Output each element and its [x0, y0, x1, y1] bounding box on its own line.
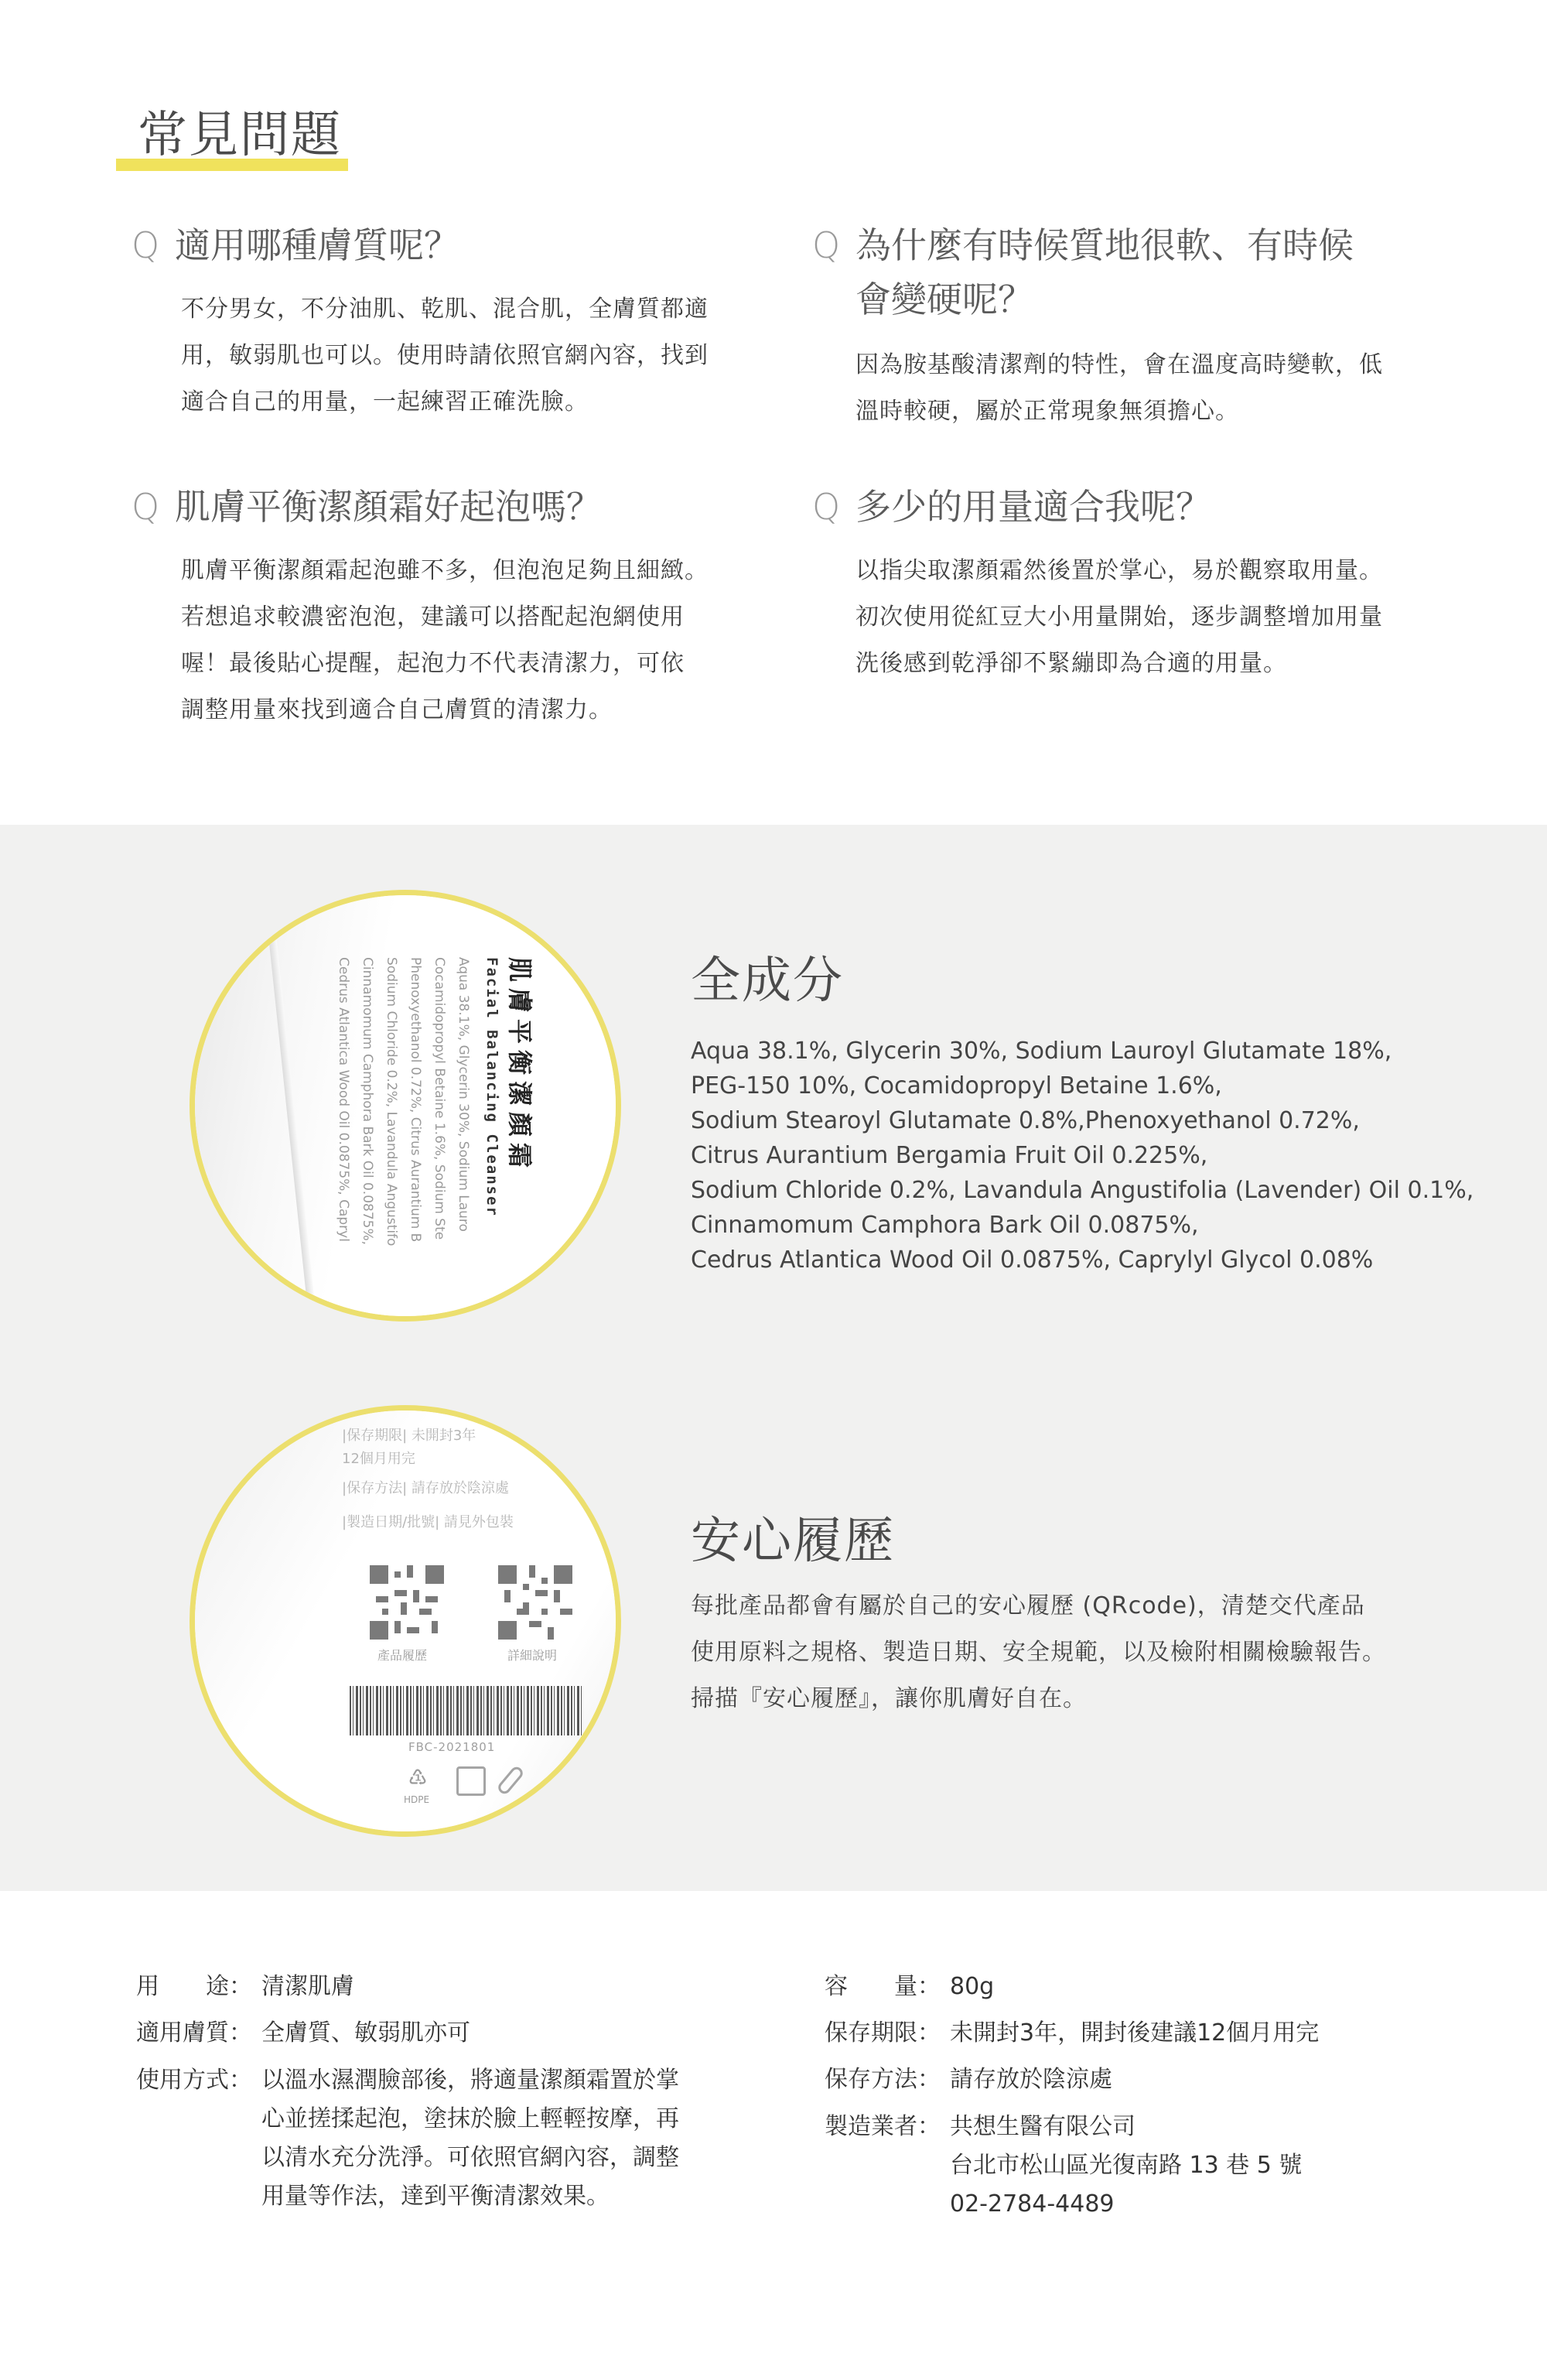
faq-title: 常見問題 [138, 111, 342, 160]
faq-question-1: Q 適用哪種膚質呢？ [131, 218, 459, 272]
faq-answer-3: 肌膚平衡潔顏霜起泡雖不多，但泡泡足夠且細緻。 若想追求較濃密泡泡，建議可以搭配起泡網使用 喔！最後貼心提醒，起泡力不代表清潔力，可依 調整用量來找到適合自己膚質的清潔力。 [181, 557, 709, 723]
spec-row-storage: 保存方法： 請存放於陰涼處 [825, 2066, 1112, 2093]
spec-row-volume: 容 量： 80g [825, 1973, 995, 2000]
traceability-title: 安心履歷 [691, 1517, 895, 1566]
traceability-text: 每批產品都會有屬於自己的安心履歷 (QRcode)，清楚交代產品 使用原料之規格、製造日期、安全規範，以及檢附相關檢驗報告。 掃描『安心履歷』，讓你肌膚好自在。 [691, 1592, 1386, 1712]
label-text: |保存期限| 未開封3年 12個月用完 |保存方法| 請存放於陰涼處 |製造日期/批號| 請見外包裝 [342, 1428, 514, 1530]
spec-row-manufacturer: 製造業者： 共想生醫有限公司 台北市松山區光復南路 13 巷 5 號 02-2784-4489 [825, 2113, 1303, 2218]
spec-row-skin-type: 適用膚質： 全膚質、敏弱肌亦可 [136, 2019, 470, 2047]
tube-name-en: Facial Balancing Cleanser [483, 957, 500, 1217]
spec-row-shelf-life: 保存期限： 未開封3年，開封後建議12個月用完 [825, 2019, 1320, 2047]
q-marker: Q [812, 486, 841, 528]
specs-right [825, 1964, 1443, 2224]
recycle-material: HDPE [404, 1794, 430, 1805]
spec-row-use: 用 途： 清潔肌膚 [136, 1973, 354, 2000]
tube-name-zh: 肌膚平衡潔顏霜 [505, 957, 534, 1175]
faq-answer-1: 不分男女，不分油肌、乾肌、混合肌，全膚質都適 用，敏弱肌也可以。使用時請依照官網內容，找到 適合自己的用量，一起練習正確洗臉。 [181, 296, 709, 415]
qr-product-caption: 產品履歷 [377, 1648, 428, 1663]
faq-question-4: Q 多少的用量適合我呢？ [812, 480, 1211, 534]
q-marker: Q [131, 224, 160, 266]
tube-label-text [331, 957, 535, 1313]
q-marker: Q [131, 486, 160, 528]
barcode [350, 1686, 582, 1735]
faq-question-2: Q 為什麼有時候質地很軟、有時候 會變硬呢？ [812, 218, 1354, 327]
barcode-number: FBC-2021801 [408, 1740, 496, 1754]
tube-label-photo [190, 1405, 621, 1837]
quality-mark-icon [456, 1766, 486, 1796]
qr-code-product [370, 1565, 444, 1640]
qr-code-details [498, 1565, 572, 1640]
ingredients-list: Aqua 38.1%, Glycerin 30%, Sodium Lauroyl Glutamate 18%, PEG-150 10%, Cocamidopropyl Betaine 1.6%, Sodium Stearoyl Glutamate 0.8%,Phenoxyethanol 0.72%, Citrus Aurantium Bergamia Fruit Oil 0.225%, Sodium Chloride 0.2%, Lavandula Angustifolia (Lavender) Oil 0.1%, Cinnamomum Camphora Bark Oil 0.0875%, Cedrus Atlantica Wood Oil 0.0875%, Caprylyl Glycol 0.08% [691, 1038, 1474, 1274]
specs-left [136, 1964, 724, 2216]
ingredients-title: 全成分 [691, 956, 844, 1006]
qr-details-caption: 詳細說明 [507, 1648, 558, 1663]
tube-ingredient-lines: Aqua 38.1%, Glycerin 30%, Sodium Lauro Cocamidopropyl Betaine 1.6%, Sodium Ste Phenoxyethanol 0.72%, Citrus Aurantium B Sodium Chloride 0.2%, Lavandula Angustifo Cinnamomum Camphora Bark Oil 0.0875%, Cedrus Atlantica Wood Oil 0.0875%, Capryl [336, 957, 471, 1246]
tube-ingredients-photo [190, 890, 621, 1322]
recycle-icon: ♳ [408, 1765, 428, 1790]
faq-answer-2: 因為胺基酸清潔劑的特性，會在溫度高時變軟，低 溫時較硬，屬於正常現象無須擔心。 [855, 351, 1383, 425]
q-marker: Q [812, 224, 841, 266]
spec-row-usage: 使用方式： 以溫水濕潤臉部後，將適量潔顏霜置於掌 心並搓揉起泡，塗抹於臉上輕輕按摩，再 以清水充分洗淨。可依照官網內容，調整 用量等作法，達到平衡清潔效果。 [136, 2067, 679, 2210]
faq-answer-4: 以指尖取潔顏霜然後置於掌心，易於觀察取用量。 初次使用從紅豆大小用量開始，逐步調整增加用量 洗後感到乾淨卻不緊繃即為合適的用量。 [855, 557, 1383, 677]
faq-question-3: Q 肌膚平衡潔顏霜好起泡嗎？ [131, 480, 602, 534]
